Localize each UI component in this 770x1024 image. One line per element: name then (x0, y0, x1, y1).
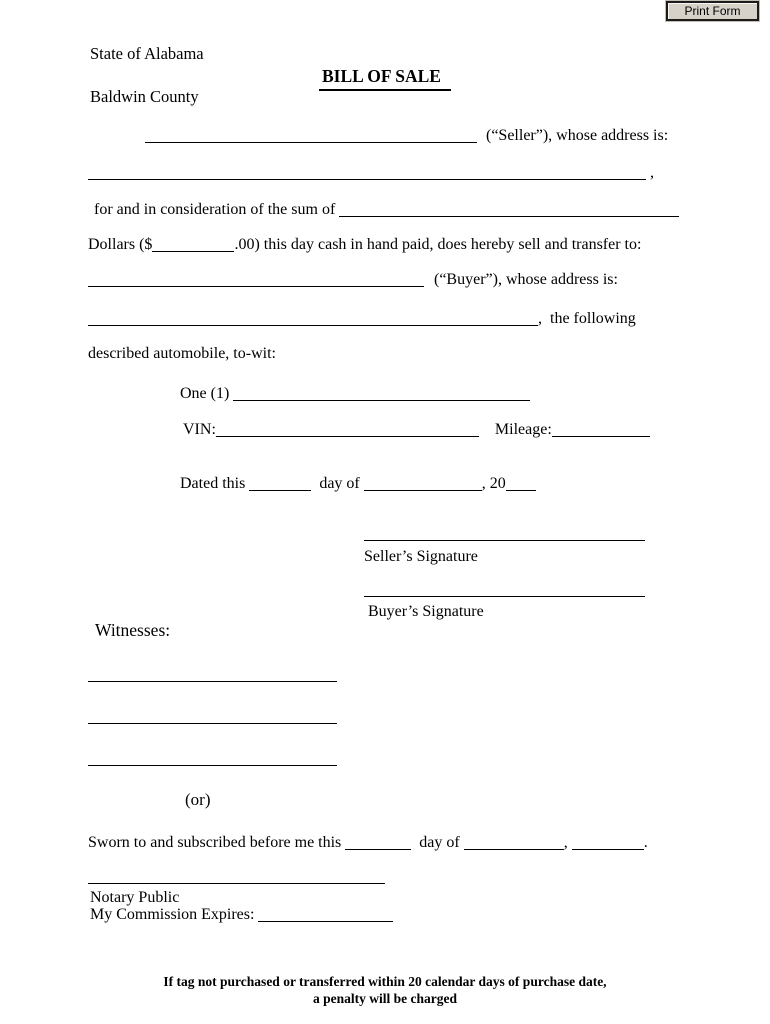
sworn-comma: , (563, 834, 568, 851)
seller-name-field[interactable] (145, 130, 477, 143)
buyer-name-line (88, 270, 618, 289)
seller-address-line (88, 163, 654, 182)
seller-line-text: (“Seller”), whose address is: (486, 127, 669, 144)
vin-mileage-line (183, 420, 650, 439)
vin-field[interactable] (216, 424, 479, 437)
county-heading: Baldwin County (90, 87, 199, 106)
commission-line (90, 905, 393, 924)
dollars-line (88, 235, 641, 254)
consideration-text: for and in consideration of the sum of (94, 201, 340, 218)
notary-signature-line[interactable] (88, 883, 385, 884)
mileage-field[interactable] (552, 424, 650, 437)
dollars-suffix: .00) this day cash in hand paid, does hereby sell and transfer to: (234, 236, 642, 253)
footer-line-1: If tag not purchased or transferred within 20 calendar days of purchase date, (163, 974, 607, 989)
print-form-button[interactable]: Print Form (666, 1, 759, 21)
sworn-day-field[interactable] (345, 837, 411, 850)
dated-mid: day of (319, 475, 360, 492)
described-line: described automobile, to-wit: (88, 345, 276, 362)
consideration-line (94, 200, 679, 219)
buyer-line-text: (“Buyer”), whose address is: (434, 271, 618, 288)
seller-signature-line[interactable] (364, 540, 645, 541)
sworn-mid: day of (419, 834, 460, 851)
sum-field[interactable] (339, 204, 679, 217)
seller-name-line (90, 126, 668, 145)
vin-label: VIN: (183, 421, 216, 438)
vehicle-line (180, 384, 530, 403)
page-title: BILL OF SALE (319, 66, 451, 91)
sworn-month-field[interactable] (464, 837, 564, 850)
footer-line-2: a penalty will be charged (313, 991, 457, 1006)
seller-address-comma: , (650, 164, 654, 181)
dollars-prefix: Dollars ($ (88, 236, 153, 253)
buyer-name-field[interactable] (88, 274, 424, 287)
dated-prefix: Dated this (180, 475, 246, 492)
buyer-address-line (88, 309, 636, 328)
sworn-period: . (643, 834, 648, 851)
notary-label: Notary Public (90, 889, 180, 906)
vehicle-description-field[interactable] (233, 388, 530, 401)
dated-day-field[interactable] (249, 478, 311, 491)
dated-year-field[interactable] (506, 478, 536, 491)
sworn-prefix: Sworn to and subscribed before me this (88, 834, 342, 851)
dated-year-prefix: , 20 (481, 475, 506, 492)
buyer-address-field[interactable] (88, 313, 538, 326)
commission-date-field[interactable] (258, 909, 393, 922)
commission-label: My Commission Expires: (90, 906, 255, 923)
dollar-amount-field[interactable] (152, 239, 234, 252)
sworn-line (88, 833, 648, 852)
dated-month-field[interactable] (364, 478, 482, 491)
seller-signature-label: Seller’s Signature (364, 548, 478, 565)
witness-2-line[interactable] (88, 723, 337, 724)
buyer-signature-label: Buyer’s Signature (368, 603, 484, 620)
dated-line (180, 474, 536, 493)
witness-1-line[interactable] (88, 681, 337, 682)
witnesses-label: Witnesses: (95, 620, 171, 640)
witness-3-line[interactable] (88, 765, 337, 766)
sworn-year-field[interactable] (572, 837, 644, 850)
buyer-signature-line[interactable] (364, 596, 645, 597)
seller-address-field[interactable] (88, 167, 646, 180)
state-heading: State of Alabama (90, 44, 204, 63)
buyer-address-suffix: , the following (538, 310, 636, 327)
mileage-label: Mileage: (494, 421, 552, 438)
or-label: (or) (185, 790, 211, 809)
vehicle-prefix: One (1) (180, 385, 230, 402)
